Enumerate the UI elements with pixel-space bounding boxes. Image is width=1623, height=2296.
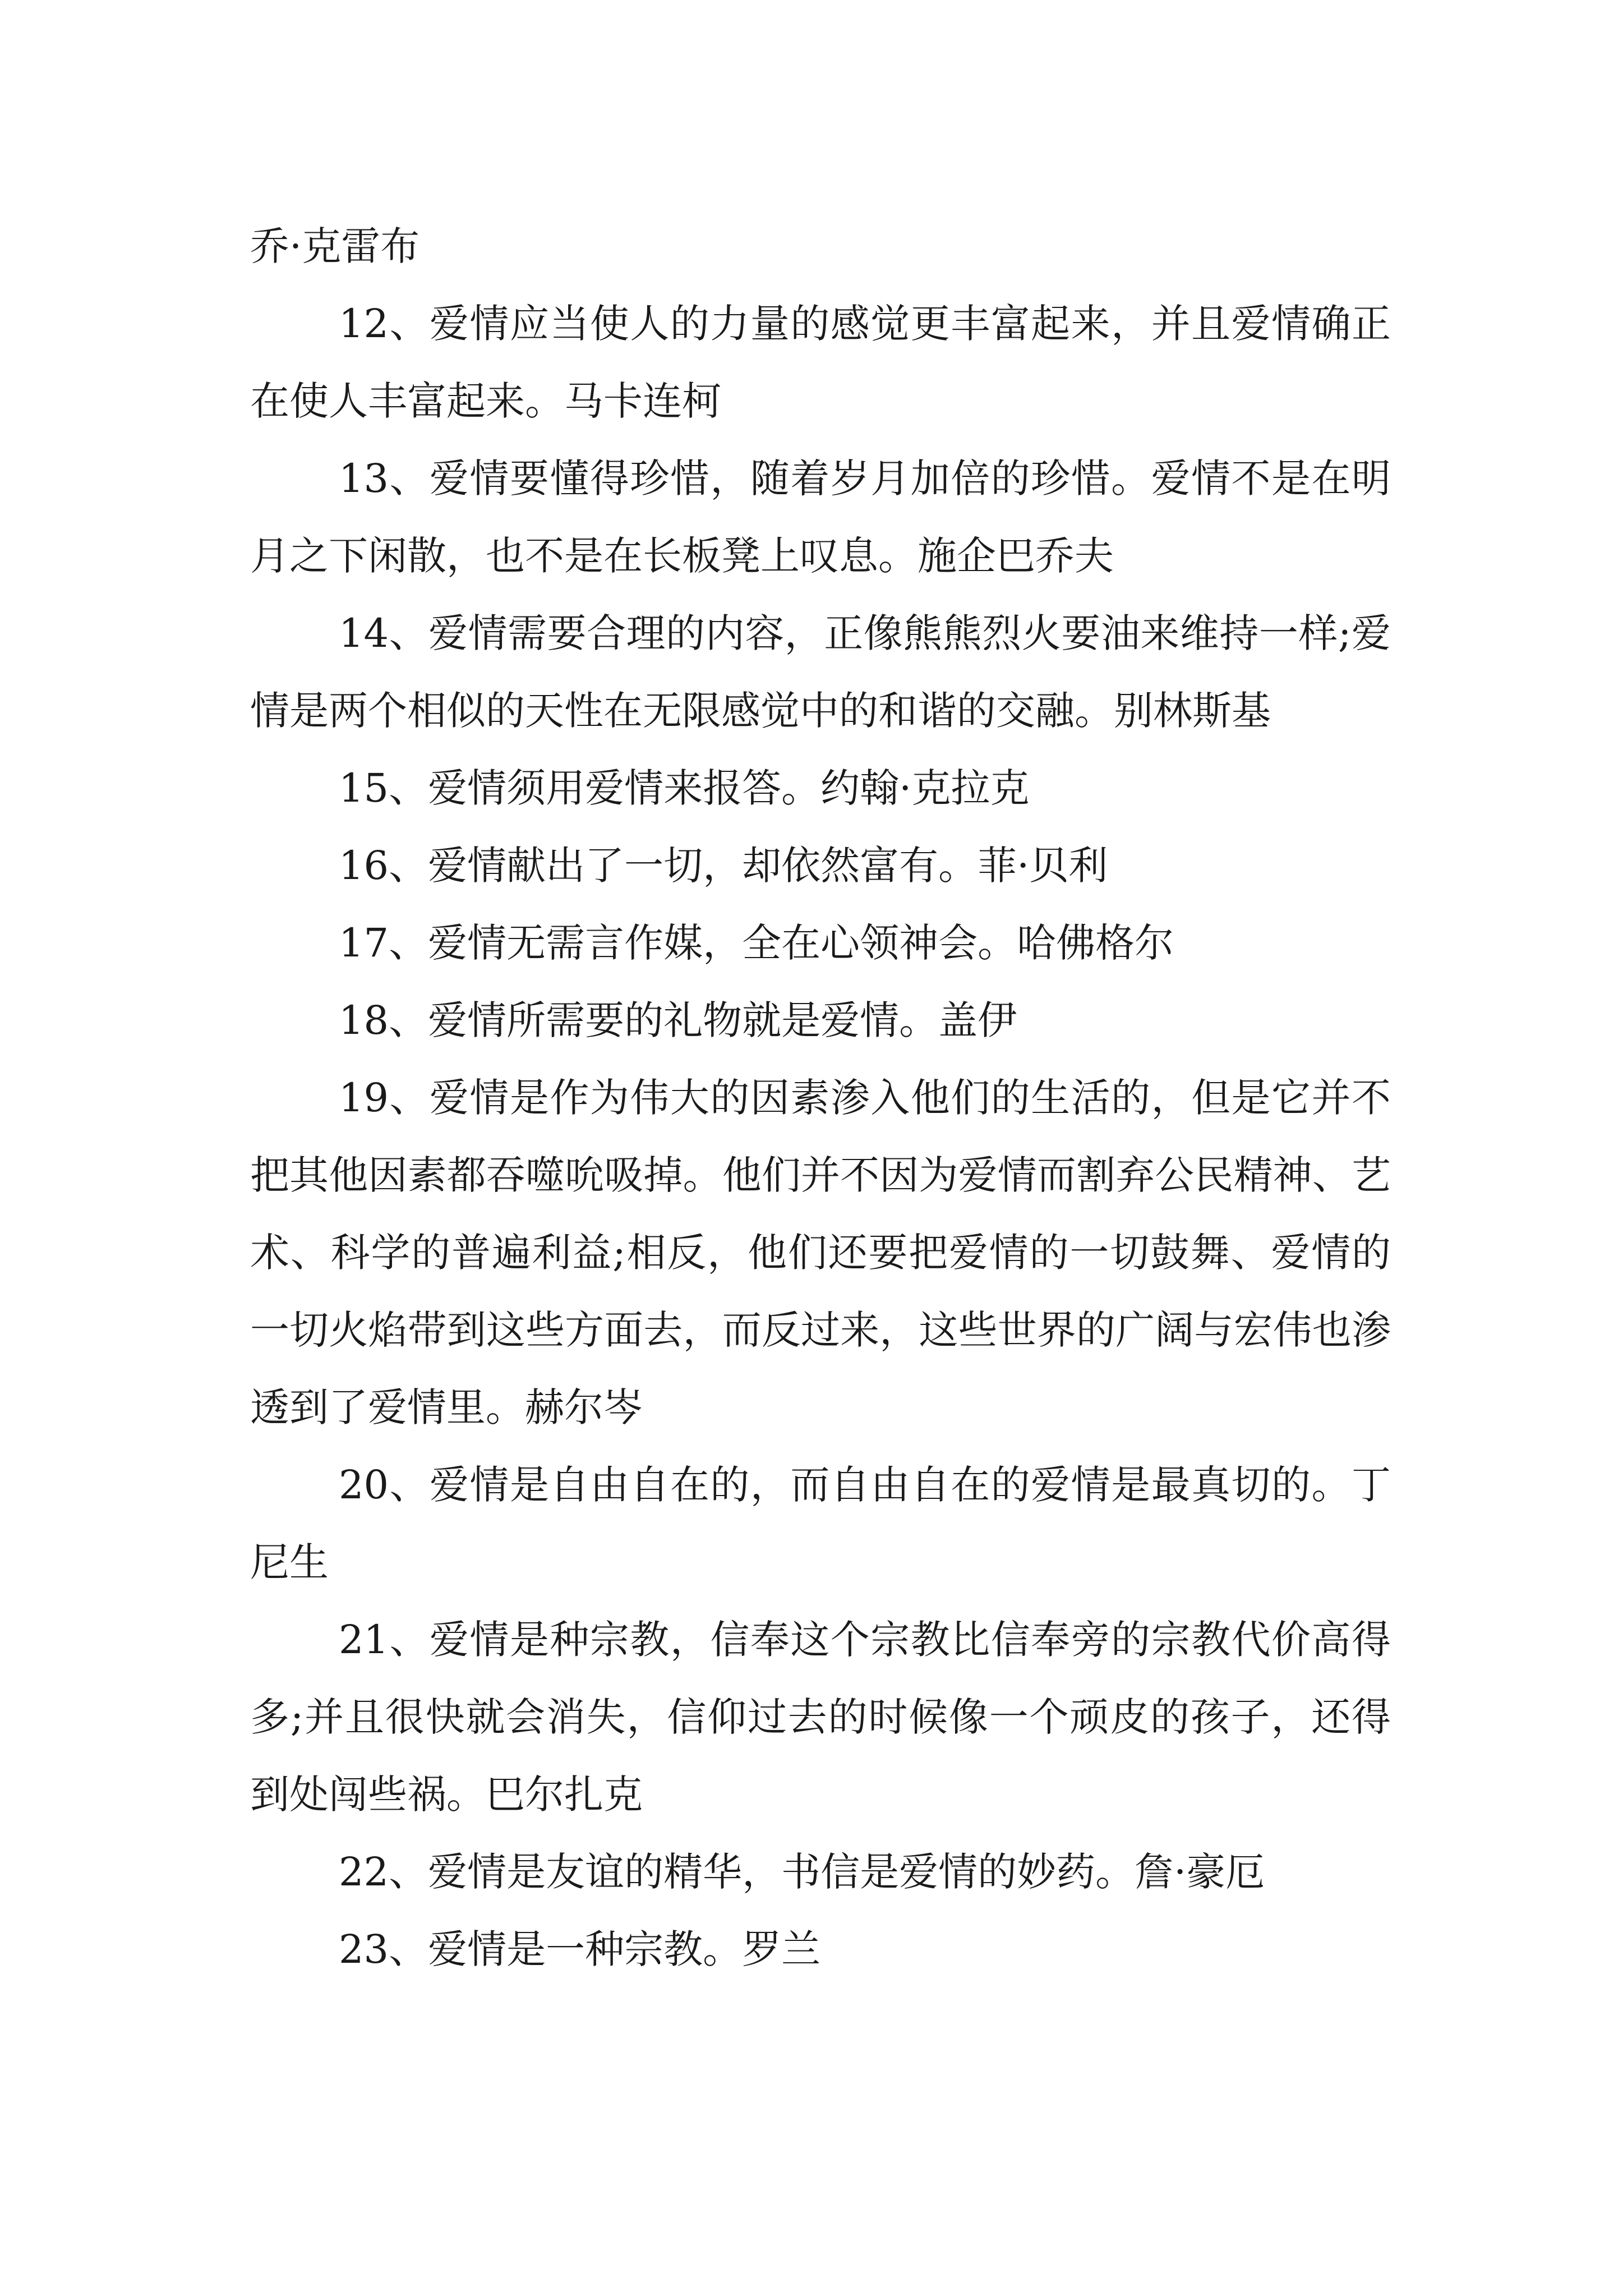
paragraph-continuation: 乔·克雷布 bbox=[250, 223, 420, 269]
quote-paragraph-13: 13、爱情要懂得珍惜，随着岁月加倍的珍惜。爱情不是在明月之下闲散，也不是在长板凳上叹息。施企巴乔夫 bbox=[250, 455, 1391, 579]
document-body bbox=[250, 208, 1391, 1988]
quote-paragraph-19: 19、爱情是作为伟大的因素渗入他们的生活的，但是它并不把其他因素都吞噬吮吸掉。他们并不因为爱情而割弃公民精神、艺术、科学的普遍利益;相反，他们还要把爱情的一切鼓舞、爱情的一切火焰带到这些方面去，而反过来，这些世界的广阔与宏伟也渗透到了爱情里。赫尔岑 bbox=[250, 1075, 1391, 1430]
quote-paragraph-17: 17、爱情无需言作媒，全在心领神会。哈佛格尔 bbox=[339, 920, 1174, 966]
quote-paragraph-16: 16、爱情献出了一切，却依然富有。菲·贝利 bbox=[339, 843, 1108, 889]
quote-paragraph-12: 12、爱情应当使人的力量的感觉更丰富起来，并且爱情确正在使人丰富起来。马卡连柯 bbox=[250, 301, 1391, 424]
quote-paragraph-15: 15、爱情须用爱情来报答。约翰·克拉克 bbox=[339, 765, 1030, 811]
quote-paragraph-14: 14、爱情需要合理的内容，正像熊熊烈火要油来维持一样;爱情是两个相似的天性在无限感觉中的和谐的交融。别林斯基 bbox=[250, 610, 1391, 734]
quote-paragraph-21: 21、爱情是种宗教，信奉这个宗教比信奉旁的宗教代价高得多;并且很快就会消失，信仰过去的时候像一个顽皮的孩子，还得到处闯些祸。巴尔扎克 bbox=[250, 1617, 1391, 1818]
quote-paragraph-23: 23、爱情是一种宗教。罗兰 bbox=[339, 1926, 821, 1972]
quote-paragraph-22: 22、爱情是友谊的精华，书信是爱情的妙药。詹·豪厄 bbox=[339, 1849, 1265, 1895]
quote-paragraph-20: 20、爱情是自由自在的，而自由自在的爱情是最真切的。丁尼生 bbox=[250, 1462, 1391, 1585]
quote-paragraph-18: 18、爱情所需要的礼物就是爱情。盖伊 bbox=[339, 997, 1017, 1043]
